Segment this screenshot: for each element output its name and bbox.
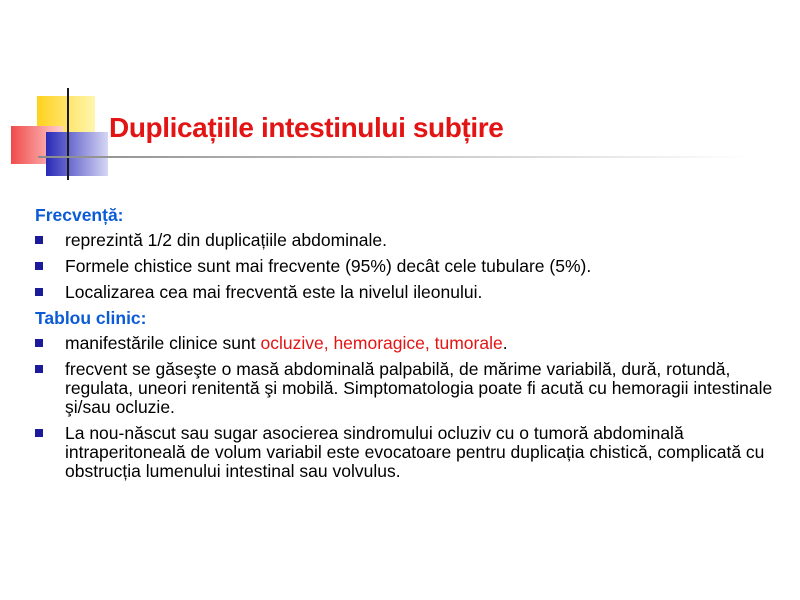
list-item xyxy=(35,283,780,302)
square-bullet-icon xyxy=(35,236,43,244)
highlighted-text: ocluzive, hemoragice, tumorale xyxy=(260,333,503,353)
list-item xyxy=(35,231,780,250)
square-bullet-icon xyxy=(35,288,43,296)
square-bullet-icon xyxy=(35,429,43,437)
list-item xyxy=(35,424,780,481)
list-item-text-before: manifestările clinice sunt xyxy=(65,333,261,353)
section-heading-frecventa: Frecvență: xyxy=(35,205,124,225)
list-item-text: Formele chistice sunt mai frecvente (95%) decât cele tubulare (5%). xyxy=(65,256,592,276)
list-item-text: La nou-născut sau sugar asocierea sindromului ocluziv cu o tumoră abdominală intraperitoneală de volum variabil este evocatoare pentru duplicația chistică, complicată cu obstrucția lumenului intestinal sau volvulus. xyxy=(65,423,765,481)
deco-horizontal-line xyxy=(38,156,750,158)
section-heading-tablou-clinic: Tablou clinic: xyxy=(35,308,147,328)
list-item-text: reprezintă 1/2 din duplicațiile abdominale. xyxy=(65,230,388,250)
slide-content xyxy=(35,206,780,488)
list-item xyxy=(35,257,780,276)
list-item xyxy=(35,334,780,353)
list-item-text xyxy=(65,333,508,353)
square-bullet-icon xyxy=(35,262,43,270)
title-decoration xyxy=(0,0,800,200)
square-bullet-icon xyxy=(35,365,43,373)
deco-vertical-line xyxy=(67,88,69,180)
deco-blue-square xyxy=(46,132,108,176)
square-bullet-icon xyxy=(35,339,43,347)
list-item-text: frecvent se găseşte o masă abdominală palpabilă, de mărime variabilă, dură, rotundă, regulata, uneori renitentă şi mobilă. Simptomatologia poate fi acută cu hemoragii intestinale şi/sau ocluzie. xyxy=(65,359,773,417)
slide-title: Duplicațiile intestinului subțire xyxy=(109,112,504,143)
list-item-text: Localizarea cea mai frecventă este la nivelul ileonului. xyxy=(65,282,483,302)
list-item-text-after: . xyxy=(502,333,508,353)
list-item xyxy=(35,360,780,417)
